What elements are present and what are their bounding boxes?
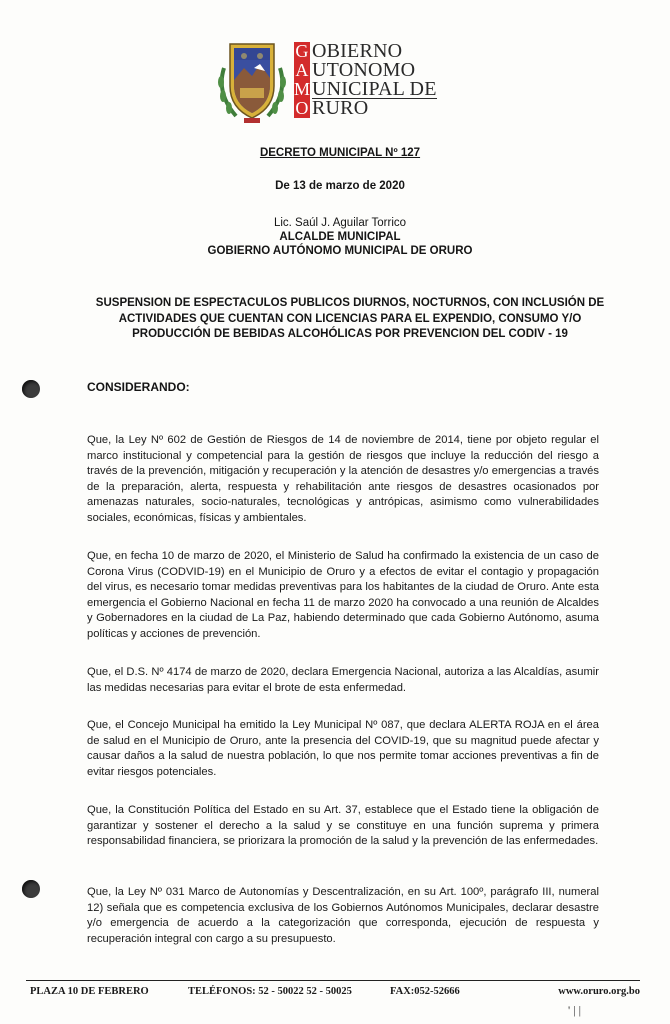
punch-hole bbox=[22, 380, 40, 398]
punch-hole bbox=[22, 880, 40, 898]
signer-title: ALCALDE MUNICIPAL bbox=[279, 231, 401, 243]
footer-phones: TELÉFONOS: 52 - 50022 52 - 50025 bbox=[188, 986, 352, 997]
decree-subject: SUSPENSION DE ESPECTACULOS PUBLICOS DIURNOS, NOCTURNOS, CON INCLUSIÓN DE ACTIVIDADES QUE CUENTAN CON LICENCIAS PARA EL EXPENDIO, CONSUMO Y/O PRODUCCIÓN DE BEBIDAS ALCOHÓLICAS POR PREVENCION DEL CODIV - 19 bbox=[95, 297, 605, 341]
signer-name: Lic. Saúl J. Aguilar Torrico bbox=[273, 217, 407, 229]
organization-name bbox=[294, 42, 474, 118]
org-initial: M bbox=[294, 79, 311, 99]
decree-number: DECRETO MUNICIPAL Nº 127 bbox=[259, 147, 421, 159]
decree-date: De 13 de marzo de 2020 bbox=[275, 180, 405, 192]
paragraph: Que, la Constitución Política del Estado en su Art. 37, establece que el Estado tiene la obligación de garantizar y sostener el derecho a la salud y se constituye en una función suprema y primera responsabilidad financiera, se priorizara la promoción de la salud y la prevención de las enfermedades. bbox=[87, 804, 599, 848]
paragraph: Que, la Ley Nº 602 de Gestión de Riesgos de 14 de noviembre de 2014, tiene por objeto regular el marco institucional y competencial para la gestión de riesgos que incluye la reducción del riesgo a través de la prevención, mitigación y recuperación y la atención de desastres y/o emergencias a través de la preparación, alerta, respuesta y rehabilitación ante riesgos de desastres ocasionados por amenazas naturales, socio-naturales, tecnológicas y antrópicas, asimismo como vulnerabilidades sociales, económicas, físicas y ambientales. bbox=[87, 434, 599, 524]
footer-divider bbox=[26, 980, 640, 981]
signer-organization: GOBIERNO AUTÓNOMO MUNICIPAL DE ORURO bbox=[207, 245, 473, 257]
org-word: UTONOMO bbox=[312, 59, 416, 81]
org-initial: A bbox=[295, 60, 309, 80]
org-word: UNICIPAL DE bbox=[312, 78, 437, 100]
footer-address: PLAZA 10 DE FEBRERO bbox=[30, 986, 149, 997]
letterhead bbox=[214, 38, 474, 124]
paragraph: Que, en fecha 10 de marzo de 2020, el Ministerio de Salud ha confirmado la existencia de un caso de Corona Virus (CODVID-19) en el Municipio de Oruro y a efectos de evitar el contagio y propagación del virus, es necesario tomar medidas preventivas para los habitantes de la ciudad de Oruro. Ante esta emergencia el Gobierno Nacional en fecha 11 de marzo 2020 ha convocado a una reunión de Alcaldes y Gobernadores en la ciudad de La Paz, habiendo determinado que cada Gobierno Autónomo, asuma políticas y acciones de prevención. bbox=[87, 550, 599, 640]
paragraph: Que, el Concejo Municipal ha emitido la Ley Municipal Nº 087, que declara ALERTA ROJA en el área de salud en el Municipio de Oruro, ante la presencia del COVID-19, que su magnitud puede afectar y causar daños a la salud de nuestra población, lo que nos permite tomar acciones preventivas a fin de evitar riesgos potenciales. bbox=[87, 719, 599, 778]
org-initial: G bbox=[295, 41, 309, 61]
section-heading: CONSIDERANDO: bbox=[87, 380, 190, 394]
org-word: RURO bbox=[312, 97, 369, 119]
paragraph: Que, el D.S. Nº 4174 de marzo de 2020, declara Emergencia Nacional, autoriza a las Alcaldías, asumir las medidas necesarias para evitar el brote de esta enfermedad. bbox=[87, 666, 599, 694]
org-line-4 bbox=[294, 99, 474, 118]
handwritten-page-mark: ' | | bbox=[568, 1003, 581, 1017]
coat-of-arms-icon bbox=[214, 38, 290, 124]
signer-block bbox=[40, 216, 640, 258]
footer-fax: FAX:052-52666 bbox=[390, 986, 460, 997]
footer-website: www.oruro.org.bo bbox=[558, 986, 640, 997]
org-word: OBIERNO bbox=[312, 40, 403, 62]
org-initial: O bbox=[295, 98, 309, 118]
paragraph: Que, la Ley Nº 031 Marco de Autonomías y Descentralización, en su Art. 100º, parágrafo III, numeral 12) señala que es competencia exclusiva de los Gobiernos Autónomos Municipales, declarar desastre y/o emergencia de acuerdo a la categorización que corresponda, ejecución de respuesta y recuperación integral con cargo a su presupuesto. bbox=[87, 886, 599, 945]
